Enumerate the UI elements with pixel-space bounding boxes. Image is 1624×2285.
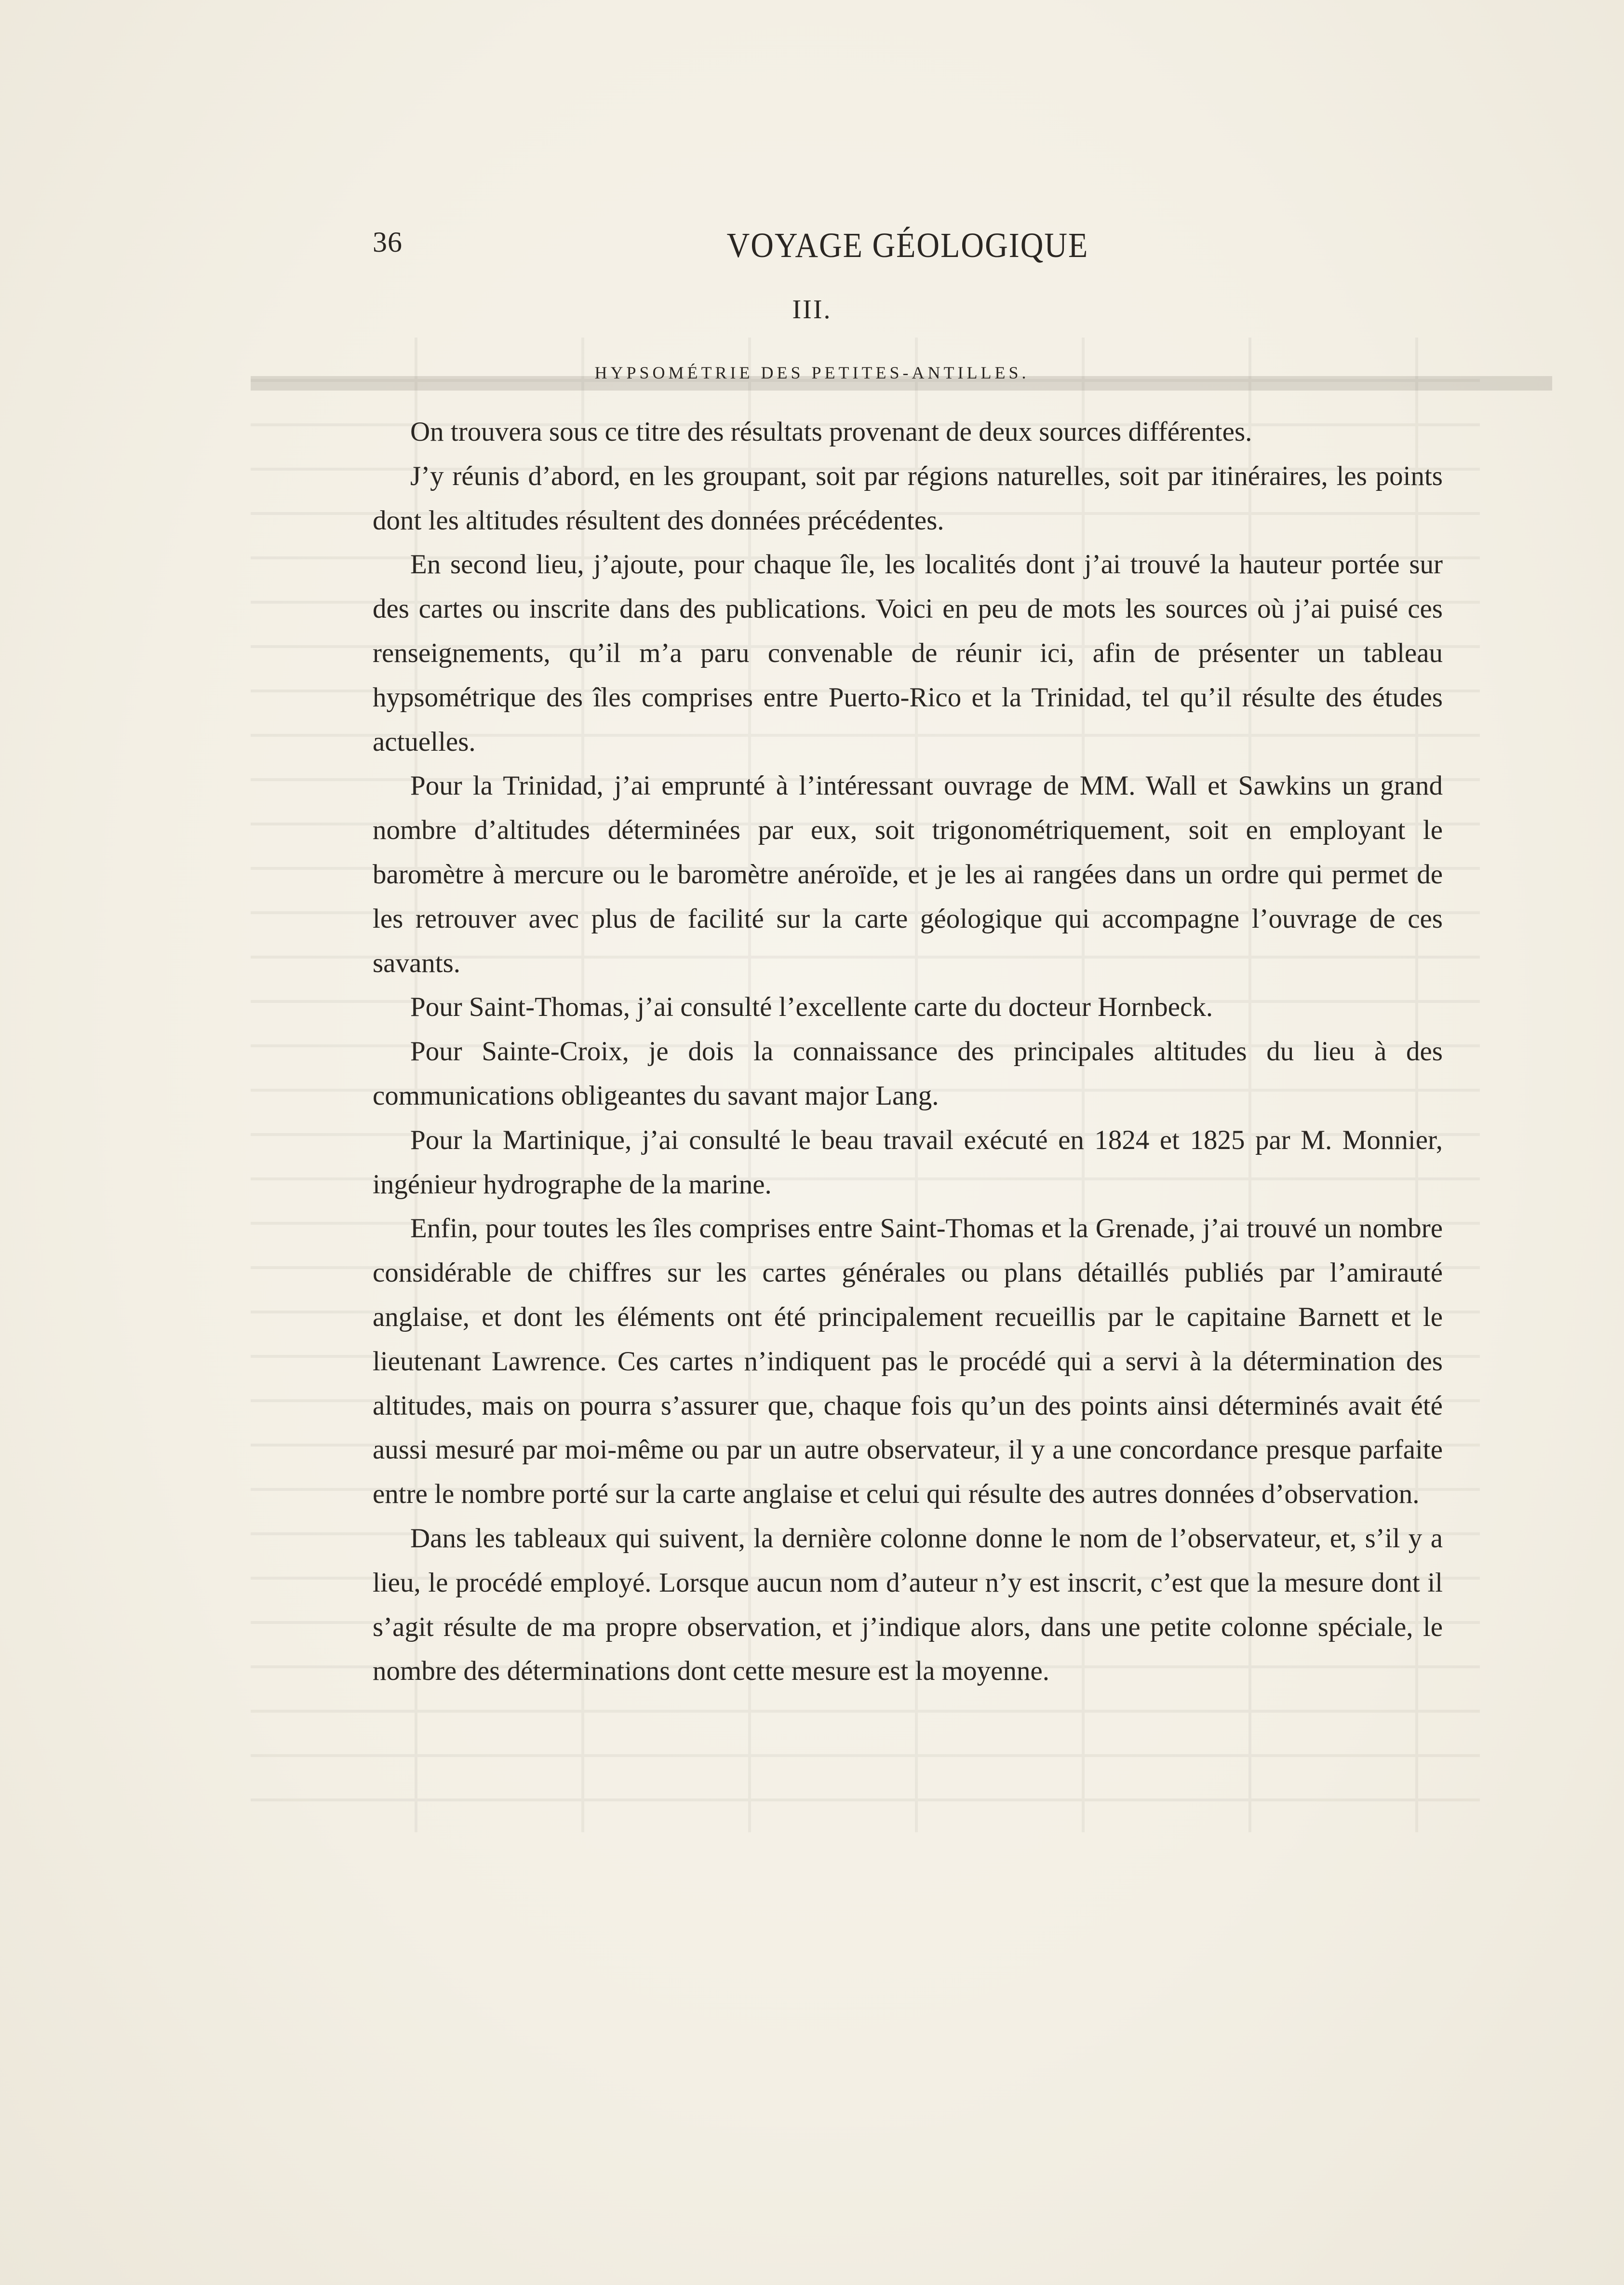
paragraph: En second lieu, j’ajoute, pour chaque île, les localités dont j’ai trouvé la hauteur portée sur des cartes ou inscrite dans des publications. Voici en peu de mots les sources où j’ai puisé ces renseignements, qu’il m’a paru convenable de réunir ici, afin de présenter un tableau hypsométrique des îles comprises entre Puerto-Rico et la Trinidad, tel qu’il résulte des études actuelles. bbox=[373, 549, 1443, 757]
paragraph: Dans les tableaux qui suivent, la dernière colonne donne le nom de l’observateur, et, s’il y a lieu, le procédé employé. Lorsque aucun nom d’auteur n’y est inscrit, c’est que la mesure dont il s’agit résulte de ma propre observation, et j’indique alors, dans une petite colonne spéciale, le nombre des déterminations dont cette mesure est la moyenne. bbox=[373, 1523, 1443, 1687]
paragraph: Pour Sainte-Croix, je dois la connaissance des principales altitudes du lieu à des communications obligeantes du savant major Lang. bbox=[373, 1036, 1443, 1111]
paragraph: On trouvera sous ce titre des résultats provenant de deux sources différentes. bbox=[410, 417, 1252, 447]
section-number: III. bbox=[792, 295, 832, 324]
section-title: HYPSOMÉTRIE DES PETITES-ANTILLES. bbox=[594, 363, 1030, 382]
paragraph: Pour Saint-Thomas, j’ai consulté l’excellente carte du docteur Hornbeck. bbox=[410, 992, 1213, 1023]
body-text bbox=[373, 410, 1443, 1693]
page-header bbox=[373, 226, 1443, 264]
page-number: 36 bbox=[373, 226, 403, 258]
paragraph: J’y réunis d’abord, en les groupant, soit par régions naturelles, soit par itinéraires, les points dont les altitudes résultent des données précédentes. bbox=[373, 460, 1443, 536]
paragraph: Enfin, pour toutes les îles comprises entre Saint-Thomas et la Grenade, j’ai trouvé un nombre considérable de chiffres sur les cartes générales ou plans détaillés publiés par l’amirauté anglaise, et dont les éléments ont été principalement recueillis par le capitaine Barnett et le lieutenant Lawrence. Ces cartes n’indiquent pas le procédé qui a servi à la détermination des altitudes, mais on pourra s’assurer que, chaque fois qu’un des points ainsi déterminés avait été aussi mesuré par moi-même ou par un autre observateur, il y a une concordance presque parfaite entre le nombre porté sur la carte anglaise et celui qui résulte des autres données d’observation. bbox=[373, 1213, 1443, 1510]
running-title: VOYAGE GÉOLOGIQUE bbox=[726, 226, 1089, 265]
paragraph: Pour la Martinique, j’ai consulté le beau travail exécuté en 1824 et 1825 par M. Monnier, ingénieur hydrographe de la marine. bbox=[373, 1124, 1443, 1200]
paragraph: Pour la Trinidad, j’ai emprunté à l’intéressant ouvrage de MM. Wall et Sawkins un grand nombre d’altitudes déterminées par eux, soit trigonométriquement, soit en employant le baromètre à mercure ou le baromètre anéroïde, et je les ai rangées dans un ordre qui permet de les retrouver avec plus de facilité sur la carte géologique qui accompagne l’ouvrage de ces savants. bbox=[373, 771, 1443, 978]
